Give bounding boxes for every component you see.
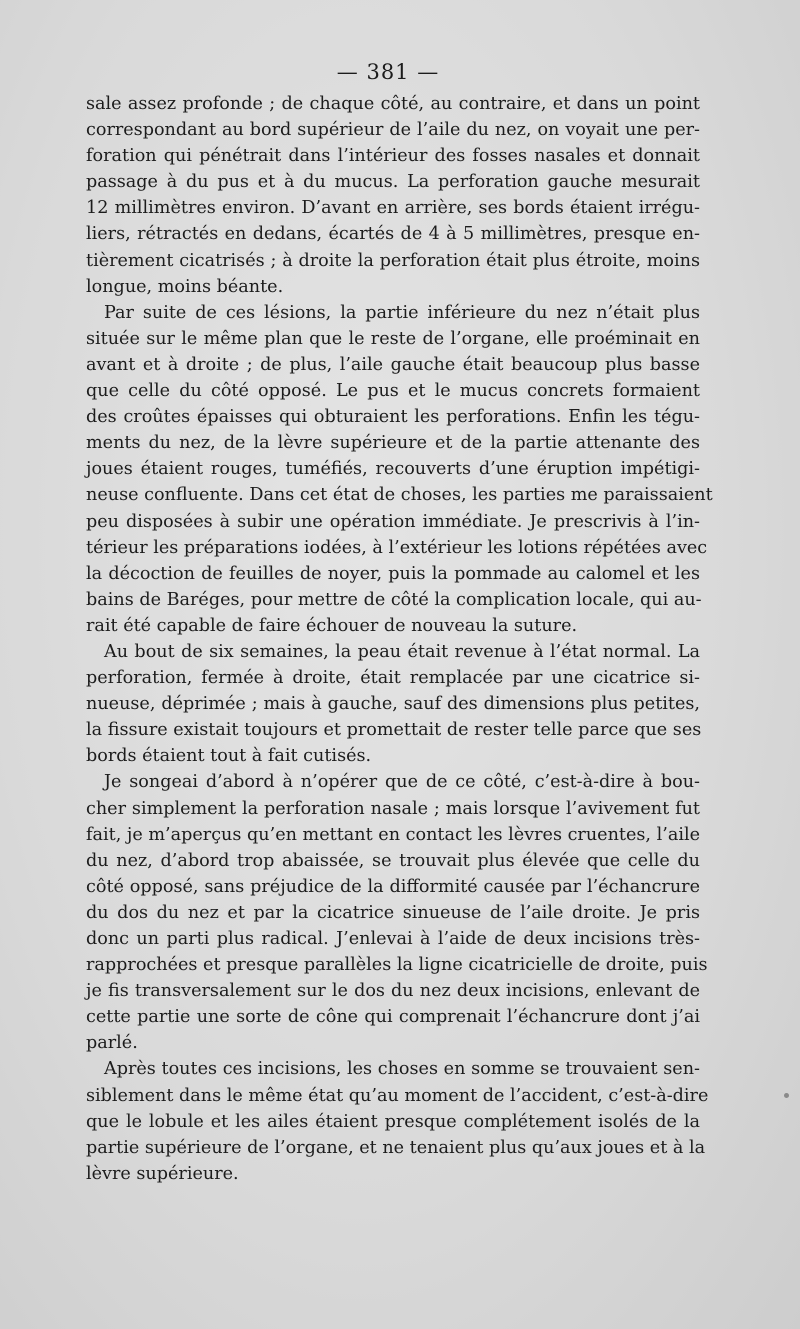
text-line: parlé. (86, 1033, 138, 1054)
text-line: Après toutes ces incisions, les choses en somme se trouvaient sen- (104, 1059, 700, 1080)
text-line: que celle du côté opposé. Le pus et le mucus concrets formaient (86, 381, 700, 402)
page-number: — 381 — (336, 60, 440, 84)
text-line: Je songeai d’abord à n’opérer que de ce côté, c’est-à-dire à bou- (104, 772, 700, 793)
text-line: 12 millimètres environ. D’avant en arrière, ses bords étaient irrégu- (86, 198, 700, 219)
text-line: cette partie une sorte de cône qui comprenait l’échancrure dont j’ai (86, 1007, 700, 1028)
text-line: cher simplement la perforation nasale ; mais lorsque l’avivement fut (86, 798, 700, 819)
text-line: la décoction de feuilles de noyer, puis la pommade au calomel et les (86, 563, 700, 584)
text-line: des croûtes épaisses qui obturaient les perforations. Enfin les tégu- (86, 407, 700, 428)
text-line: siblement dans le même état qu’au moment de l’accident, c’est-à-dire (86, 1085, 709, 1106)
text-line: peu disposées à subir une opération immédiate. Je prescrivis à l’in- (86, 511, 700, 532)
text-line: partie supérieure de l’organe, et ne tenaient plus qu’aux joues et à la (86, 1137, 706, 1158)
text-line: rait été capable de faire échouer de nouveau la suture. (86, 615, 578, 636)
text-line: Au bout de six semaines, la peau était revenue à l’état normal. La (104, 641, 700, 662)
body-text (86, 91, 713, 1187)
text-line: correspondant au bord supérieur de l’aile du nez, on voyait une per- (86, 120, 700, 141)
text-line: sale assez profonde ; de chaque côté, au contraire, et dans un point (86, 94, 700, 114)
text-line: bords étaient tout à fait cutisés. (86, 746, 372, 767)
text-line: située sur le même plan que le reste de l’organe, elle proéminait en (86, 328, 700, 349)
text-line: je fis transversalement sur le dos du nez deux incisions, enlevant de (86, 981, 700, 1002)
text-line: perforation, fermée à droite, était remplacée par une cicatrice si- (86, 668, 700, 689)
text-line: du nez, d’abord trop abaissée, se trouvait plus élevée que celle du (86, 850, 700, 871)
text-line: foration qui pénétrait dans l’intérieur des fosses nasales et donnait (86, 146, 700, 167)
text-line: neuse confluente. Dans cet état de choses, les parties me paraissaient (86, 485, 713, 506)
text-line: térieur les préparations iodées, à l’extérieur les lotions répétées avec (86, 537, 708, 558)
text-line: rapprochées et presque parallèles la ligne cicatricielle de droite, puis (86, 955, 708, 976)
text-line: tièrement cicatrisés ; à droite la perforation était plus étroite, moins (86, 250, 700, 271)
text-line: liers, rétractés en dedans, écartés de 4 à 5 millimètres, presque en- (86, 224, 700, 245)
text-line: ments du nez, de la lèvre supérieure et de la partie attenante des (86, 433, 700, 454)
text-line: passage à du pus et à du mucus. La perforation gauche mesurait (86, 172, 700, 193)
text-line: que le lobule et les ailes étaient presque complétement isolés de la (86, 1111, 700, 1132)
text-line: du dos du nez et par la cicatrice sinueuse de l’aile droite. Je pris (86, 902, 700, 923)
text-line: nueuse, déprimée ; mais à gauche, sauf des dimensions plus petites, (86, 694, 700, 715)
text-line: Par suite de ces lésions, la partie inférieure du nez n’était plus (104, 302, 700, 323)
text-line: côté opposé, sans préjudice de la difformité causée par l’échancrure (86, 876, 700, 897)
text-line: avant et à droite ; de plus, l’aile gauche était beaucoup plus basse (86, 354, 700, 375)
text-line: la fissure existait toujours et promettait de rester telle parce que ses (86, 720, 702, 741)
ink-speck (784, 1093, 789, 1098)
text-line: donc un parti plus radical. J’enlevai à l’aide de deux incisions très- (86, 929, 700, 949)
text-line: lèvre supérieure. (86, 1163, 239, 1184)
text-line: joues étaient rouges, tuméfiés, recouverts d’une éruption impétigi- (86, 459, 700, 480)
text-line: fait, je m’aperçus qu’en mettant en contact les lèvres cruentes, l’aile (86, 824, 700, 845)
text-line: longue, moins béante. (86, 276, 284, 297)
text-line: bains de Baréges, pour mettre de côté la complication locale, qui au- (86, 589, 702, 610)
